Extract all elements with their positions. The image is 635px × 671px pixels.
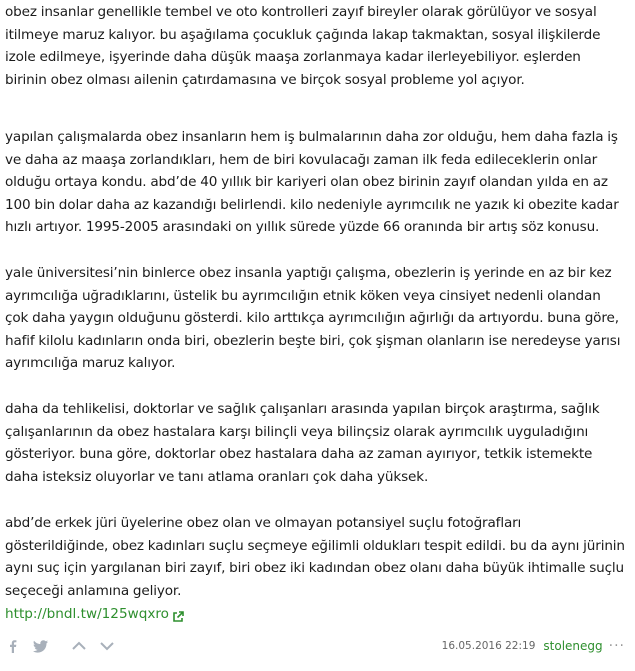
- entry-paragraph-3: yale üniversitesi’nin binlerce obez insanla yaptığı çalışma, obezlerin iş yerinde en az bir kez ayrımcılığa uğradıklarını, üstelik bu ayrımcılığın etnik köken veya cinsiyet nedenli olandan çok daha yaygın olduğunu gösterdi. kilo arttıkça ayrımcılığın ağırlığı da artıyordu. buna göre, hafif kilolu kadınların onda biri, obezlerin beşte biri, çok şişman olanların ise neredeyse yarısı ayrımcılığa maruz kalıyor.: [5, 265, 621, 372]
- entry-date[interactable]: 16.05.2016 22:19: [441, 640, 536, 652]
- external-link[interactable]: http://bndl.tw/125wqxro: [5, 606, 169, 622]
- entry-paragraph-5: abd’de erkek jüri üyelerine obez olan ve olmayan potansiyel suçlu fotoğrafları gösterildiğinde, obez kadınları suçlu seçmeye eğilimli oldukları tespit edildi. bu da aynı jürinin aynı suç için yargılanan biri zayıf, biri obez iki kadından obez olanı daha büyük ihtimalle suçlu seçeceği anlamına geliyor.: [5, 515, 625, 599]
- entry-footer: [5, 636, 625, 656]
- more-options-button[interactable]: ···: [608, 638, 625, 654]
- upvote-icon[interactable]: [71, 638, 87, 654]
- entry-paragraph-1: obez insanlar genellikle tembel ve oto kontrolleri zayıf bireyler olarak görülüyor ve sosyal itilmeye maruz kalıyor. bu aşağılama çocukluk çağında lakap takmaktan, sosyal ilişkilerde izole edilmeye, işyerinde daha düşük maaşa zorlanmaya kadar ilerleyebiliyor. eşlerden birinin obez olması ailenin çatırdamasına ve birçok sosyal probleme yol açıyor.: [5, 4, 601, 88]
- entry-paragraph-2: yapılan çalışmalarda obez insanların hem iş bulmalarının daha zor olduğu, hem daha fazla iş ve daha az maaşa zorlandıkları, hem de biri kovulacağı zaman ilk feda edileceklerin onlar olduğu ortaya kondu. abd’de 40 yıllık bir kariyeri olan obez birinin zayıf olandan yılda en az 100 bin dolar daha az kazandığı belirlendi. kilo nedeniyle ayrımcılık ne yazık ki obezite kadar hızlı artıyor. 1995-2005 arasındaki on yıllık sürede yüzde 66 oranında bir artış söz konusu.: [5, 129, 619, 236]
- entry-paragraph-4: daha da tehlikelisi, doktorlar ve sağlık çalışanları arasında yapılan birçok araştırma, sağlık çalışanlarının da obez hastalara karşı bilinçli veya bilinçsiz olarak ayrımcılık uyguladığını gösteriyor. buna göre, doktorlar obez hastalara daha az zaman ayırıyor, tetkik istemekte daha isteksiz oluyorlar ve tanı atlama oranları çok daha yüksek.: [5, 401, 600, 485]
- downvote-icon[interactable]: [99, 638, 115, 654]
- twitter-icon[interactable]: [33, 638, 49, 654]
- entry-author[interactable]: stolenegg: [543, 639, 603, 653]
- entry-link-row: [5, 603, 184, 625]
- facebook-icon[interactable]: [5, 638, 21, 654]
- external-link-icon[interactable]: [172, 608, 184, 620]
